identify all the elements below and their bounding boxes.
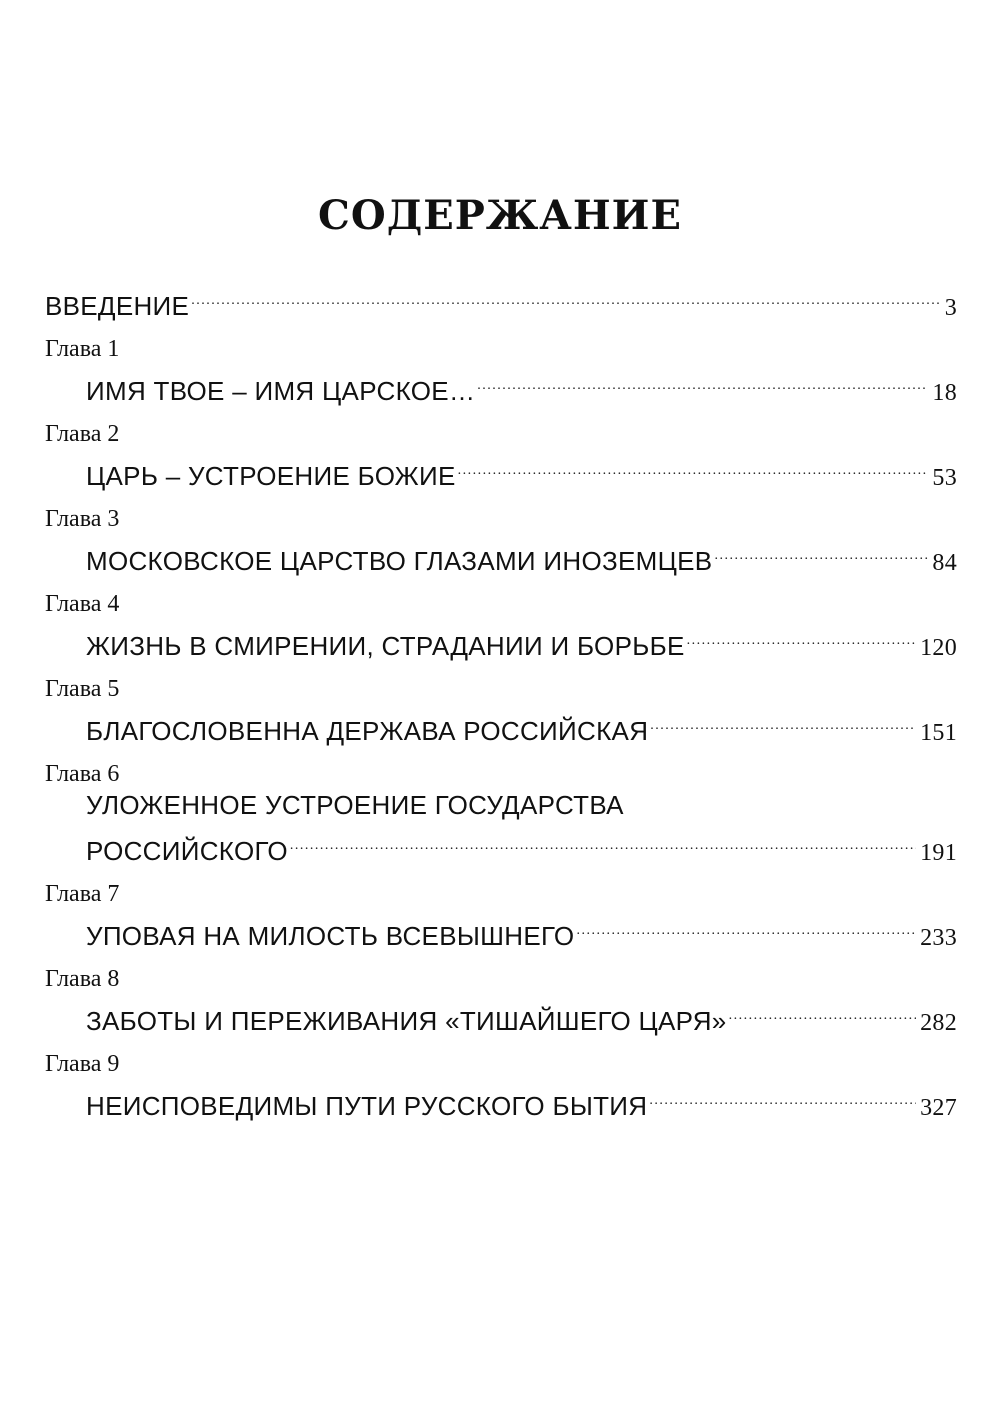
dot-leader (649, 1075, 916, 1115)
toc-page-number: 84 (932, 550, 957, 576)
dot-leader (191, 275, 941, 315)
toc-page-number: 191 (920, 840, 957, 866)
toc-entry-title: ЦАРЬ – УСТРОЕНИЕ БОЖИЕ (86, 461, 456, 491)
toc-entry-title: УПОВАЯ НА МИЛОСТЬ ВСЕВЫШНЕГО (86, 921, 575, 951)
chapter-label: Глава 5 (45, 676, 120, 702)
dot-leader (687, 615, 917, 655)
toc-entry-chapter-5 (86, 700, 957, 746)
dot-leader (290, 820, 916, 860)
chapter-label: Глава 3 (45, 506, 120, 532)
toc-entry-title: ИМЯ ТВОЕ – ИМЯ ЦАРСКОЕ… (86, 376, 476, 406)
toc-entry-title: ЗАБОТЫ И ПЕРЕЖИВАНИЯ «ТИШАЙШЕГО ЦАРЯ» (86, 1006, 727, 1036)
chapter-label: Глава 8 (45, 966, 120, 992)
toc-entry-chapter-6 (86, 820, 957, 866)
toc-page-number: 282 (920, 1010, 957, 1036)
toc-entry-chapter-2 (86, 445, 957, 491)
dot-leader (477, 360, 928, 400)
toc-entry-chapter-3 (86, 530, 957, 576)
toc-entry-title-line-2: РОССИЙСКОГО (86, 836, 288, 866)
toc-entry-chapter-7 (86, 905, 957, 951)
toc-entry-chapter-1 (86, 360, 957, 406)
dot-leader (714, 530, 928, 570)
toc-entry-chapter-9 (86, 1075, 957, 1121)
toc-entry-title: БЛАГОСЛОВЕННА ДЕРЖАВА РОССИЙСКАЯ (86, 716, 649, 746)
chapter-label: Глава 4 (45, 591, 120, 617)
toc-page-number: 3 (944, 295, 957, 321)
page-title: СОДЕРЖАНИЕ (318, 192, 682, 239)
toc-entry-chapter-4 (86, 615, 957, 661)
toc-entry-title: ВВЕДЕНИЕ (45, 291, 190, 321)
toc-page-number: 233 (920, 925, 957, 951)
toc-page-number: 18 (932, 380, 957, 406)
toc-page-number: 120 (920, 635, 957, 661)
toc-entry-title: МОСКОВСКОЕ ЦАРСТВО ГЛАЗАМИ ИНОЗЕМЦЕВ (86, 546, 713, 576)
dot-leader (458, 445, 929, 485)
dot-leader (729, 990, 917, 1030)
chapter-label: Глава 7 (45, 881, 120, 907)
toc-entry-introduction (45, 275, 957, 321)
toc-entry-chapter-8 (86, 990, 957, 1036)
chapter-label: Глава 1 (45, 336, 120, 362)
chapter-label: Глава 9 (45, 1051, 120, 1077)
dot-leader (576, 905, 916, 945)
chapter-label: Глава 6 (45, 761, 120, 787)
toc-entry-title-line-1: УЛОЖЕННОЕ УСТРОЕНИЕ ГОСУДАРСТВА (86, 790, 624, 820)
toc-page-number: 53 (932, 465, 957, 491)
chapter-label: Глава 2 (45, 421, 120, 447)
toc-page-number: 151 (920, 720, 957, 746)
dot-leader (650, 700, 916, 740)
toc-page-number: 327 (920, 1095, 957, 1121)
toc-entry-title: НЕИСПОВЕДИМЫ ПУТИ РУССКОГО БЫТИЯ (86, 1091, 648, 1121)
toc-entry-title: ЖИЗНЬ В СМИРЕНИИ, СТРАДАНИИ И БОРЬБЕ (86, 631, 685, 661)
